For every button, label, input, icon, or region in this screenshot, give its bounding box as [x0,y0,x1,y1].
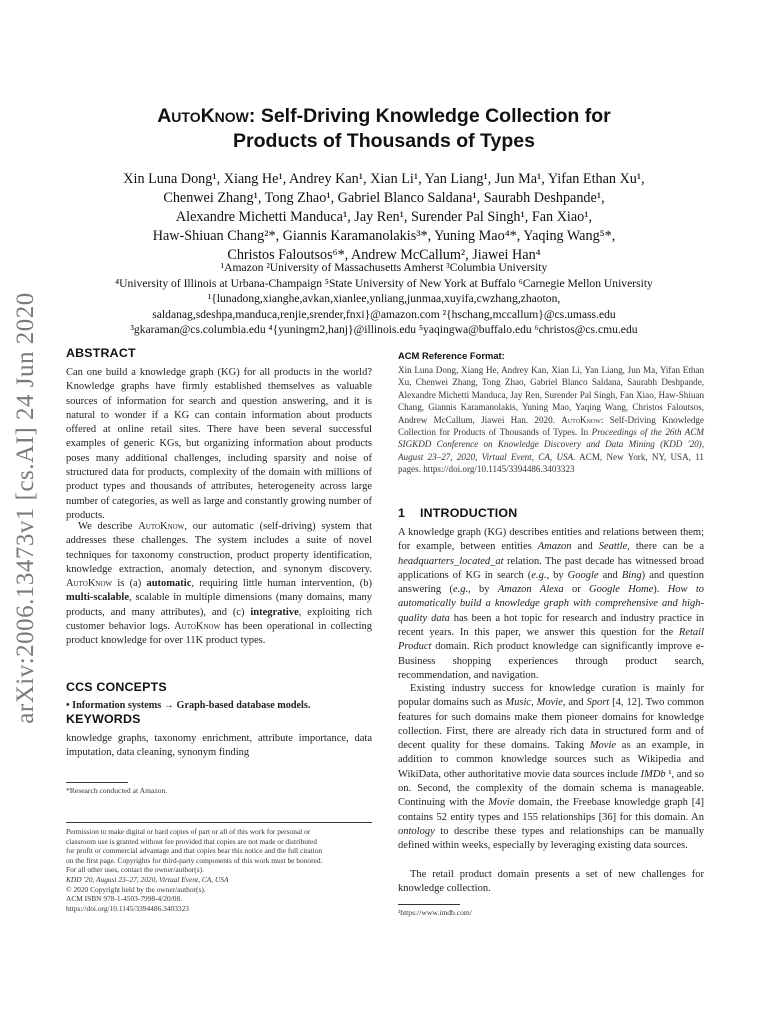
footnote-rule [398,904,460,905]
keywords-heading: KEYWORDS [66,712,141,726]
section-number: 1 [398,506,406,520]
affiliation-line: ⁴University of Illinois at Urbana-Champaign ⁵State University of New York at Buffalo ⁶Carnegie Mellon University [115,276,653,290]
doi-link[interactable]: https://doi.org/10.1145/3394486.3403323 [66,903,189,913]
author-line: Xin Luna Dong¹, Xiang He¹, Andrey Kan¹, Xian Li¹, Yan Liang¹, Jun Ma¹, Yifan Ethan Xu¹, [123,171,645,187]
ccs-item: • Information systems → Graph-based database models. [66,700,311,711]
email-line: saldanag,sdeshpa,manduca,renjie,srender,fnxi}@amazon.com ²{hschang,mccallum}@cs.umass.edu [152,307,616,321]
affiliation-line: ¹Amazon ²University of Massachusetts Amherst ³Columbia University [220,261,548,274]
title-line-1 [60,104,708,129]
venue-line: KDD '20, August 23–27, 2020, Virtual Event, CA, USA [66,874,229,884]
introduction-heading: 1 INTRODUCTION [398,506,518,520]
email-line: ¹{lunadong,xianghe,avkan,xianlee,ynliang,junmaa,xuyifa,cwzhang,zhaoton, [207,292,561,305]
system-name: AutoKnow [174,621,221,633]
author-line: Haw-Shiuan Chang²*, Giannis Karamanolakis³*, Yuning Mao⁴*, Yaqing Wang⁵*, [152,228,616,244]
abstract-heading: ABSTRACT [66,346,136,360]
system-name: AutoKnow [561,414,601,425]
author-line: Alexandre Michetti Manduca¹, Jay Ren¹, Surender Pal Singh¹, Fan Xiao¹, [175,209,593,225]
author-list [70,170,698,265]
permission-line: For all other uses, contact the owner/author(s). [66,865,204,875]
abstract-paragraph-2: We describe AutoKnow, our automatic (self-driving) system that addresses these challenges. The system includes a suite of novel techniques for taxonomy construction, product property identification, knowledge extraction, anomaly detection, and synonym discovery. AutoKnow is (a) automatic, requiring little human intervention, (b) multi-scalable, scalable in multiple dimensions (many domains, many products, and many attributes), and (c) integrative, exploiting rich customer behavior logs. AutoKnow has been operational in collecting product knowledge for over 11K product types. [66,521,372,647]
paper-title [60,104,708,154]
permission-line: for profit or commercial advantage and that copies bear this notice and the full citation [66,846,323,856]
system-name: AutoKnow [66,578,113,590]
author-line: Chenwei Zhang¹, Tong Zhao¹, Gabriel Blanco Saldana¹, Saurabh Deshpande¹, [163,190,605,206]
acm-reference-text: Xin Luna Dong, Xiang He, Andrey Kan, Xian Li, Yan Liang, Jun Ma, Yifan Ethan Xu, Chenwei Zhang, Tong Zhao, Gabriel Blanco Saldana, Saurabh Deshpande, Alexandre Michetti Manduca, Jay Ren, Surender Pal Singh, Fan Xiao, Haw-Shiuan Chang, Giannis Karamanolakis, Yuning Mao, Yaqing Wang, Christos Faloutsos, Andrew McCallum, Jiawei Han. 2020. AutoKnow: Self-Driving Knowledge Collection for Products of Thousands of Types. In Proceedings of the 26th ACM SIGKDD Conference on Knowledge Discovery and Data Mining (KDD '20), August 23–27, 2020, Virtual Event, CA, USA. ACM, New York, NY, USA, 11 pages. https://doi.org/10.1145/3394486.3403323 [398,365,704,475]
acm-reference-heading: ACM Reference Format: [398,350,505,361]
permission-block [66,822,372,913]
footnote-research: *Research conducted at Amazon. [66,786,168,795]
arxiv-stamp-text: arXiv:2006.13473v1 [cs.AI] 24 Jun 2020 [12,292,39,724]
footnote-rule [66,782,128,783]
copyright-line: © 2020 Copyright held by the owner/author(s). [66,884,206,894]
permission-line: on the first page. Copyrights for third-party components of this work must be honored. [66,855,323,865]
title-line-2: Products of Thousands of Types [233,130,535,152]
affiliation-list [40,260,728,338]
system-name: AutoKnow [157,105,249,127]
isbn-line: ACM ISBN 978-1-4503-7998-4/20/08. [66,894,182,904]
permission-line: Permission to make digital or hard copies of part or all of this work for personal or [66,827,311,836]
intro-paragraph-2: Existing industry success for knowledge curation is mainly for popular domains such as Music, Movie, and Sport [4, 12]. Two common features for such domains make them pioneer domains for knowledge collection. First, there are already rich data in structured form and of decent quality for these domains. Taking Movie as an example, in addition to common knowledge sources such as Wikipedia and WikiData, other authoritative movie data sources include IMDb ¹, and so on. Second, the complexity of the domain schema is manageable. Continuing with the Movie domain, the Freebase knowledge graph [4] contains 52 entity types and 155 relationships [36] for this domain. An ontology to describe these types and relationships can be manually defined within weeks, especially by leveraging existing data sources. [398,683,705,852]
author-line: Christos Faloutsos⁶*, Andrew McCallum², Jiawei Han⁴ [227,247,541,263]
title-line-1-rest: : Self-Driving Knowledge Collection for [248,105,611,127]
intro-paragraph-3: The retail product domain presents a set of new challenges for knowledge collection. [398,869,704,895]
system-name: AutoKnow [138,521,185,532]
arxiv-stamp [6,268,46,748]
keywords-text: knowledge graphs, taxonomy enrichment, attribute importance, data imputation, data cleaning, synonym finding [66,733,372,759]
permission-line: classroom use is granted without fee provided that copies are not made or distributed [66,836,318,846]
intro-paragraph-1: A knowledge graph (KG) describes entities and relations between them; for example, between entities Amazon and Seattle, there can be a headquarters_located_at relation. The past decade has witnessed broad applications of KG in search (e.g., by Google and Bing) and question answering (e.g., by Amazon Alexa or Google Home). How to automatically build a knowledge graph with comprehensive and high-quality data has been a hot topic for research and industry practice in recent years. In this paper, we answer this question for the Retail Product domain. Rich product knowledge can significantly improve e-Business shopping experiences through product search, recommendation, and navigation. [398,527,705,681]
email-line: ³gkaraman@cs.columbia.edu ⁴{yuningm2,hanj}@illinois.edu ⁵yaqingwa@buffalo.edu ⁶christos@cs.cmu.edu [130,323,638,336]
ccs-heading: CCS CONCEPTS [66,680,167,694]
abstract-paragraph-1: Can one build a knowledge graph (KG) for all products in the world? Knowledge graphs have firmly established themselves as valuable sources of information for search and question answering, and it is natural to wonder if a KG can contain information about products offered at online retail sites. There have been several successful examples of generic KGs, but organizing information about products poses many additional challenges, including sparsity and noise of structured data for products, complexity of the domain with millions of product types and thousands of attributes, heterogeneity across large number of categories, as well as large and constantly growing number of products. [66,367,372,521]
footnote-imdb-link[interactable]: ¹https://www.imdb.com/ [398,908,472,917]
